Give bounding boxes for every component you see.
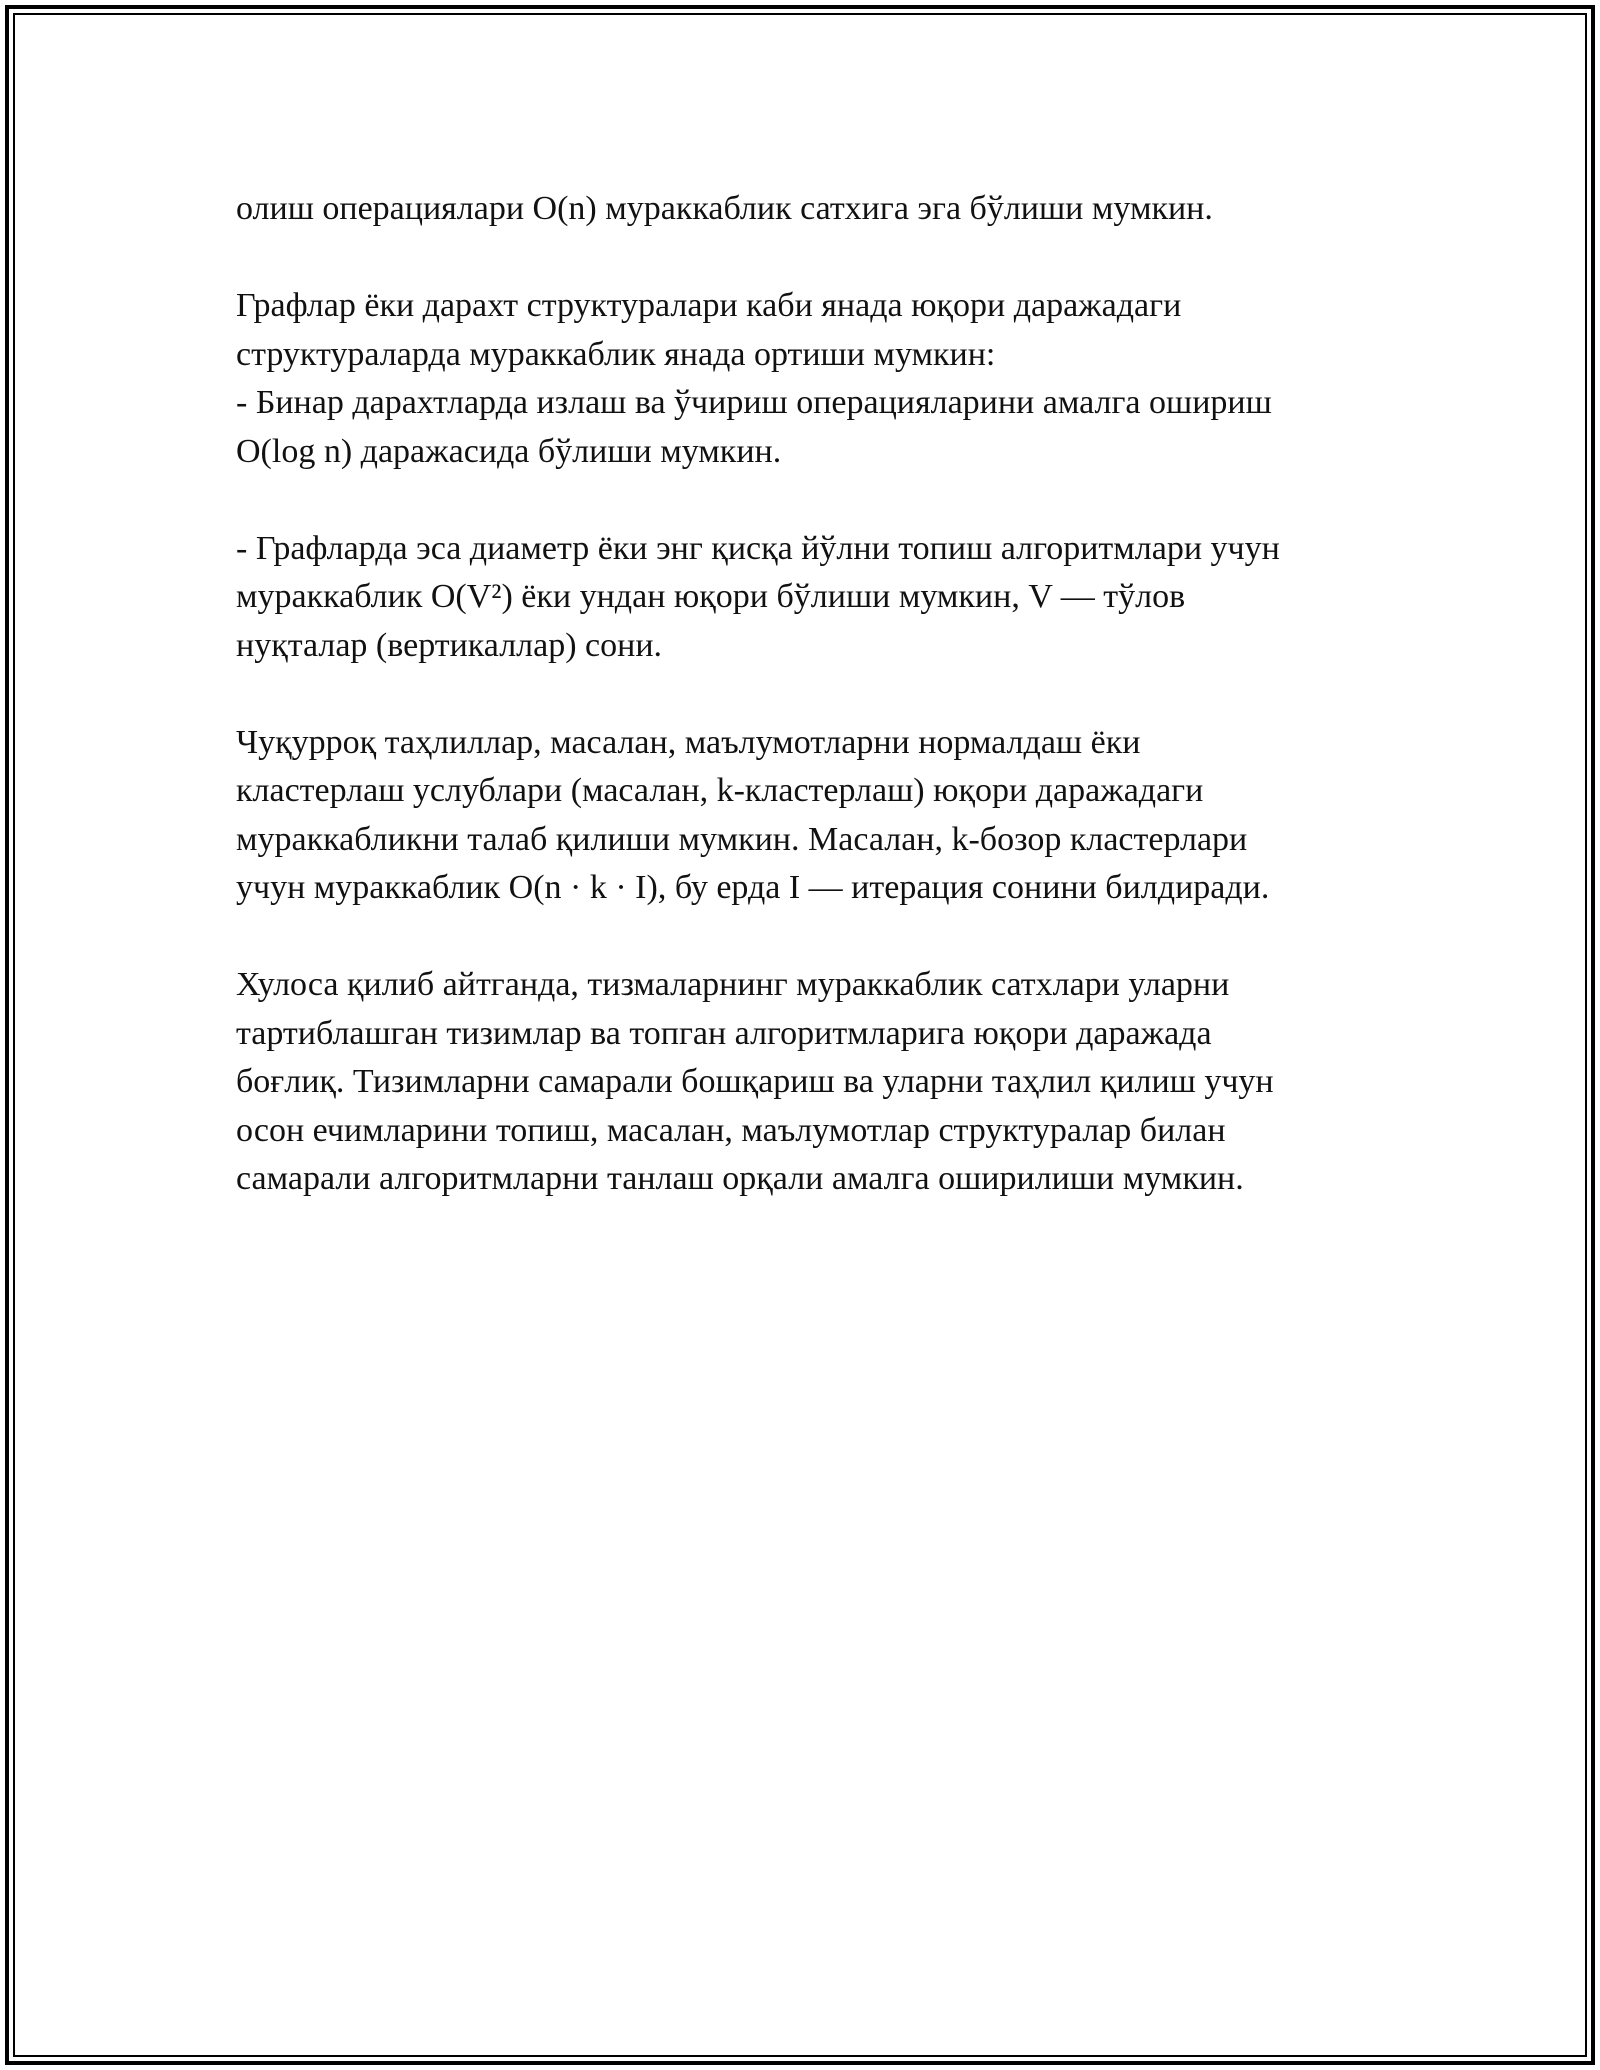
text-line: нуқталар (вертикаллар) сони.	[236, 626, 663, 664]
text-line: кластерлаш услублари (масалан, k-кластерлаш) юқори даражадаги	[236, 772, 1204, 809]
text-line: Хулоса қилиб айтганда, тизмаларнинг мураккаблик сатхлари уларни	[236, 966, 1230, 1003]
paragraph-gap	[236, 670, 1376, 719]
document-body	[236, 185, 1376, 1204]
paragraph	[236, 282, 1376, 476]
text-line: мураккаблик O(V²) ёки ундан юқори бўлиши мумкин, V — тўлов	[236, 578, 1186, 615]
paragraph-gap	[236, 234, 1376, 283]
text-line: - Графларда эса диаметр ёки энг қисқа йўлни топиш алгоритмлари учун	[236, 529, 1280, 567]
paragraph	[236, 719, 1376, 913]
text-line: осон ечимларини топиш, масалан, маълумотлар структуралар билан	[236, 1111, 1226, 1149]
text-line: самарали алгоритмларни танлаш орқали амалга оширилиши мумкин.	[236, 1160, 1244, 1197]
text-line: тартиблашган тизимлар ва топган алгоритмларига юқори даражада	[236, 1014, 1212, 1052]
text-line: Чуқурроқ таҳлиллар, масалан, маълумотларни нормалдаш ёки	[236, 723, 1141, 761]
text-line: олиш операциялари O(n) мураккаблик сатхига эга бўлиши мумкин.	[236, 190, 1213, 227]
text-line: Графлар ёки дарахт структуралари каби янада юқори даражадаги	[236, 287, 1182, 324]
text-line: структураларда мураккаблик янада ортиши мумкин:	[236, 335, 996, 373]
paragraph-gap	[236, 913, 1376, 962]
paragraph-gap	[236, 476, 1376, 525]
text-line: боғлиқ. Тизимларни самарали бошқариш ва уларни таҳлил қилиш учун	[236, 1063, 1274, 1100]
paragraph	[236, 961, 1376, 1204]
paragraph	[236, 525, 1376, 671]
text-line: мураккабликни талаб қилиши мумкин. Масалан, k-бозор кластерлари	[236, 820, 1248, 858]
paragraph	[236, 185, 1376, 234]
text-line: - Бинар дарахтларда излаш ва ўчириш операцияларини амалга ошириш	[236, 384, 1272, 421]
text-line: учун мураккаблик O(n · k · I), бу ерда I — итерация сонини билдиради.	[236, 869, 1270, 906]
text-line: O(log n) даражасида бўлиши мумкин.	[236, 432, 782, 470]
